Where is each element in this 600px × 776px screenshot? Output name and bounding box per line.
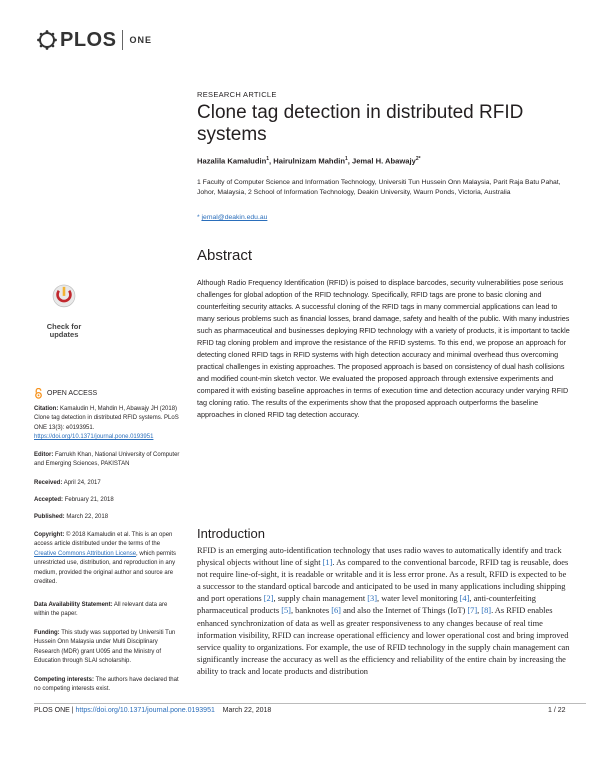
author-affil: 1 [344,156,348,162]
intro-text: and also the Internet of Things (IoT) [340,606,468,616]
received-date [34,479,184,488]
funding-block [34,629,184,667]
citation-link[interactable]: [3] [367,594,378,604]
accepted-label: Accepted: [34,497,64,503]
article-title: Clone tag detection in distributed RFID systems [197,102,524,145]
logo-divider [122,30,123,50]
introduction-text [197,545,571,678]
intro-text: . As compared to the conventional barcode, RFID tag is reusable, does not require line-of-sight, it is readable or writable and it is less error prone. As a result, RFID is expected to be a successor to the standard optical barcode and anticipated to be used in many applications including shipping and port operations [197,558,569,604]
footer-separator: | [71,707,74,714]
published-value: March 22, 2018 [66,514,109,520]
funding-label: Funding: [34,630,60,636]
corresponding-marker: * [197,214,200,221]
intro-text: , [477,606,482,616]
author-name[interactable]: Hazalila Kamaludin [197,156,267,166]
intro-text: RFID is an emerging auto-identification technology that uses radio waves to automatically identify and track physical objects without line of sight [197,546,562,568]
author-affil: 2* [415,156,421,162]
page-number: 1 / 22 [548,707,566,714]
copyright-text: © 2018 Kamaludin et al. This is an open access article distributed under the terms of the [34,532,173,548]
footer-divider [34,703,586,704]
copyright-block [34,531,184,587]
competing-interests-block [34,676,184,695]
license-link[interactable]: Creative Commons Attribution License [34,550,137,557]
page-footer [34,707,271,714]
funding-text: This study was supported by Universiti Tun Hussein Onn Malaysia under Multi Disciplinary Research (MDR) grant U095 and the Ministry of Education through SLAI scholarship. [34,630,176,665]
editor-label: Editor: [34,452,54,458]
received-value: April 24, 2017 [63,480,101,486]
editor-text: Farrukh Khan, National University of Computer and Emerging Sciences, PAKISTAN [34,452,180,468]
citation-text: Kamaludin H, Mahdin H, Abawajy JH (2018) Clone tag detection in distributed RFID systems. PLoS ONE 13(3): e0193951. [34,406,179,431]
published-label: Published: [34,514,65,520]
data-availability-label: Data Availability Statement: [34,602,113,608]
article-type: RESEARCH ARTICLE [197,90,277,99]
abstract-text: Although Radio Frequency Identification (RFID) is poised to displace barcodes, security vulnerabilities pose serious challenges for global adoption of the RFID technology. Specifically, RFID tags are prone to basic cloning and counterfeiting security attacks. A successful cloning of the RFID tags in many commercial applications can lead to many serious problems such as financial losses, brand damage, safety and health of the public. With many industries such as pharmaceutical and businesses deploying RFID technology with a variety of products, it is important to tackle RFID tag cloning problem and improve the resistance of the RFID systems. To this end, we propose an approach for detecting cloned RFID tags in RFID systems with high detection accuracy and minimal overhead thus overcoming practical challenges in existing approaches. The proposed approach is based on consistency of dual hash collisions and modified count-min sketch vector. We evaluated the proposed approach through extensive experiments and compared it with existing baseline approaches in terms of execution time and detection accuracy under varying RFID tag cloning ratio. The results of the experiments show that the proposed approach outperforms the baseline approaches in cloned RFID tag detection accuracy. [197,278,570,419]
author-affil: 1 [266,156,269,162]
open-lock-icon [34,388,43,399]
introduction-heading: Introduction [197,526,265,541]
citation-link[interactable]: [2] [263,594,274,604]
accepted-value: February 21, 2018 [64,497,114,503]
citation-doi-link[interactable]: https://doi.org/10.1371/journal.pone.0193951 [34,434,154,441]
logo-text: PLOS [60,28,117,51]
check-for-updates-label[interactable]: Check for updates [46,322,82,339]
data-availability-block [34,601,184,620]
plos-logo-icon [36,29,58,51]
published-date [34,513,184,522]
check-for-updates-icon[interactable] [34,283,94,323]
intro-text: , banknotes [290,606,332,616]
author-name[interactable]: Jemal H. Abawajy [351,156,416,166]
intro-text: . As RFID enables enhanced synchronization of data as well as greater responsiveness to any changes because of real time information visibility, RFID can increase operational efficiency and lower operational cost and bring improved service quality to organizations. For example, the use of RFID technology in the supply chain management can significantly increase the accuracy as well as the efficiency and reliability of the entire chain by increasing the ability to track and locate products and distribution [197,606,570,676]
citation-label: Citation: [34,406,59,412]
intro-text: , anti-counterfeiting pharmaceutical products [197,594,536,616]
received-label: Received: [34,480,63,486]
intro-text: , water level monitoring [377,594,460,604]
abstract-heading: Abstract [197,247,253,264]
citation-link[interactable]: [5] [281,606,291,616]
copyright-text: , which permits unrestricted use, distribution, and reproduction in any medium, provided the original author and source are credited. [34,550,177,586]
competing-interests-label: Competing interests: [34,677,95,683]
citation-block [34,405,184,443]
open-access-label: OPEN ACCESS [47,390,98,397]
copyright-label: Copyright: [34,532,65,538]
citation-link[interactable]: [8] [481,606,492,616]
footer-journal: PLOS ONE [34,707,70,714]
citation-link[interactable]: [7] [467,606,478,616]
accepted-date [34,496,184,505]
competing-interests-text: The authors have declared that no competing interests exist. [34,677,179,693]
editor-block [34,451,184,470]
footer-date: March 22, 2018 [222,707,272,714]
logo-journal: ONE [129,35,152,45]
citation-link[interactable]: [6] [331,606,341,616]
data-availability-text: All relevant data are within the paper. [34,602,168,618]
intro-text: , supply chain management [273,594,368,604]
author-list: Hazalila Kamaludin$^1$, Hairulnizam Mahdin$^1$, Jemal H. Abawajy$^{2*}$ [197,156,421,166]
affiliations: 1 Faculty of Computer Science and Information Technology, Universiti Tun Hussein Onn Malaysia, Parit Raja Batu Pahat, Johor, Malaysia, 2 School of Information Technology, Deakin University, Waurn Ponds, Victoria, Australia [197,179,561,196]
open-access-badge [34,388,97,399]
author-name[interactable]: Hairulnizam Mahdin [273,156,345,166]
email-link[interactable]: jemal@deakin.edu.au [201,214,268,221]
journal-logo [36,26,152,54]
citation-link[interactable]: [4] [459,594,470,604]
citation-link[interactable]: [1] [322,558,333,568]
corresponding-author [197,214,267,221]
footer-doi-link[interactable]: https://doi.org/10.1371/journal.pone.0193951 [75,707,215,714]
